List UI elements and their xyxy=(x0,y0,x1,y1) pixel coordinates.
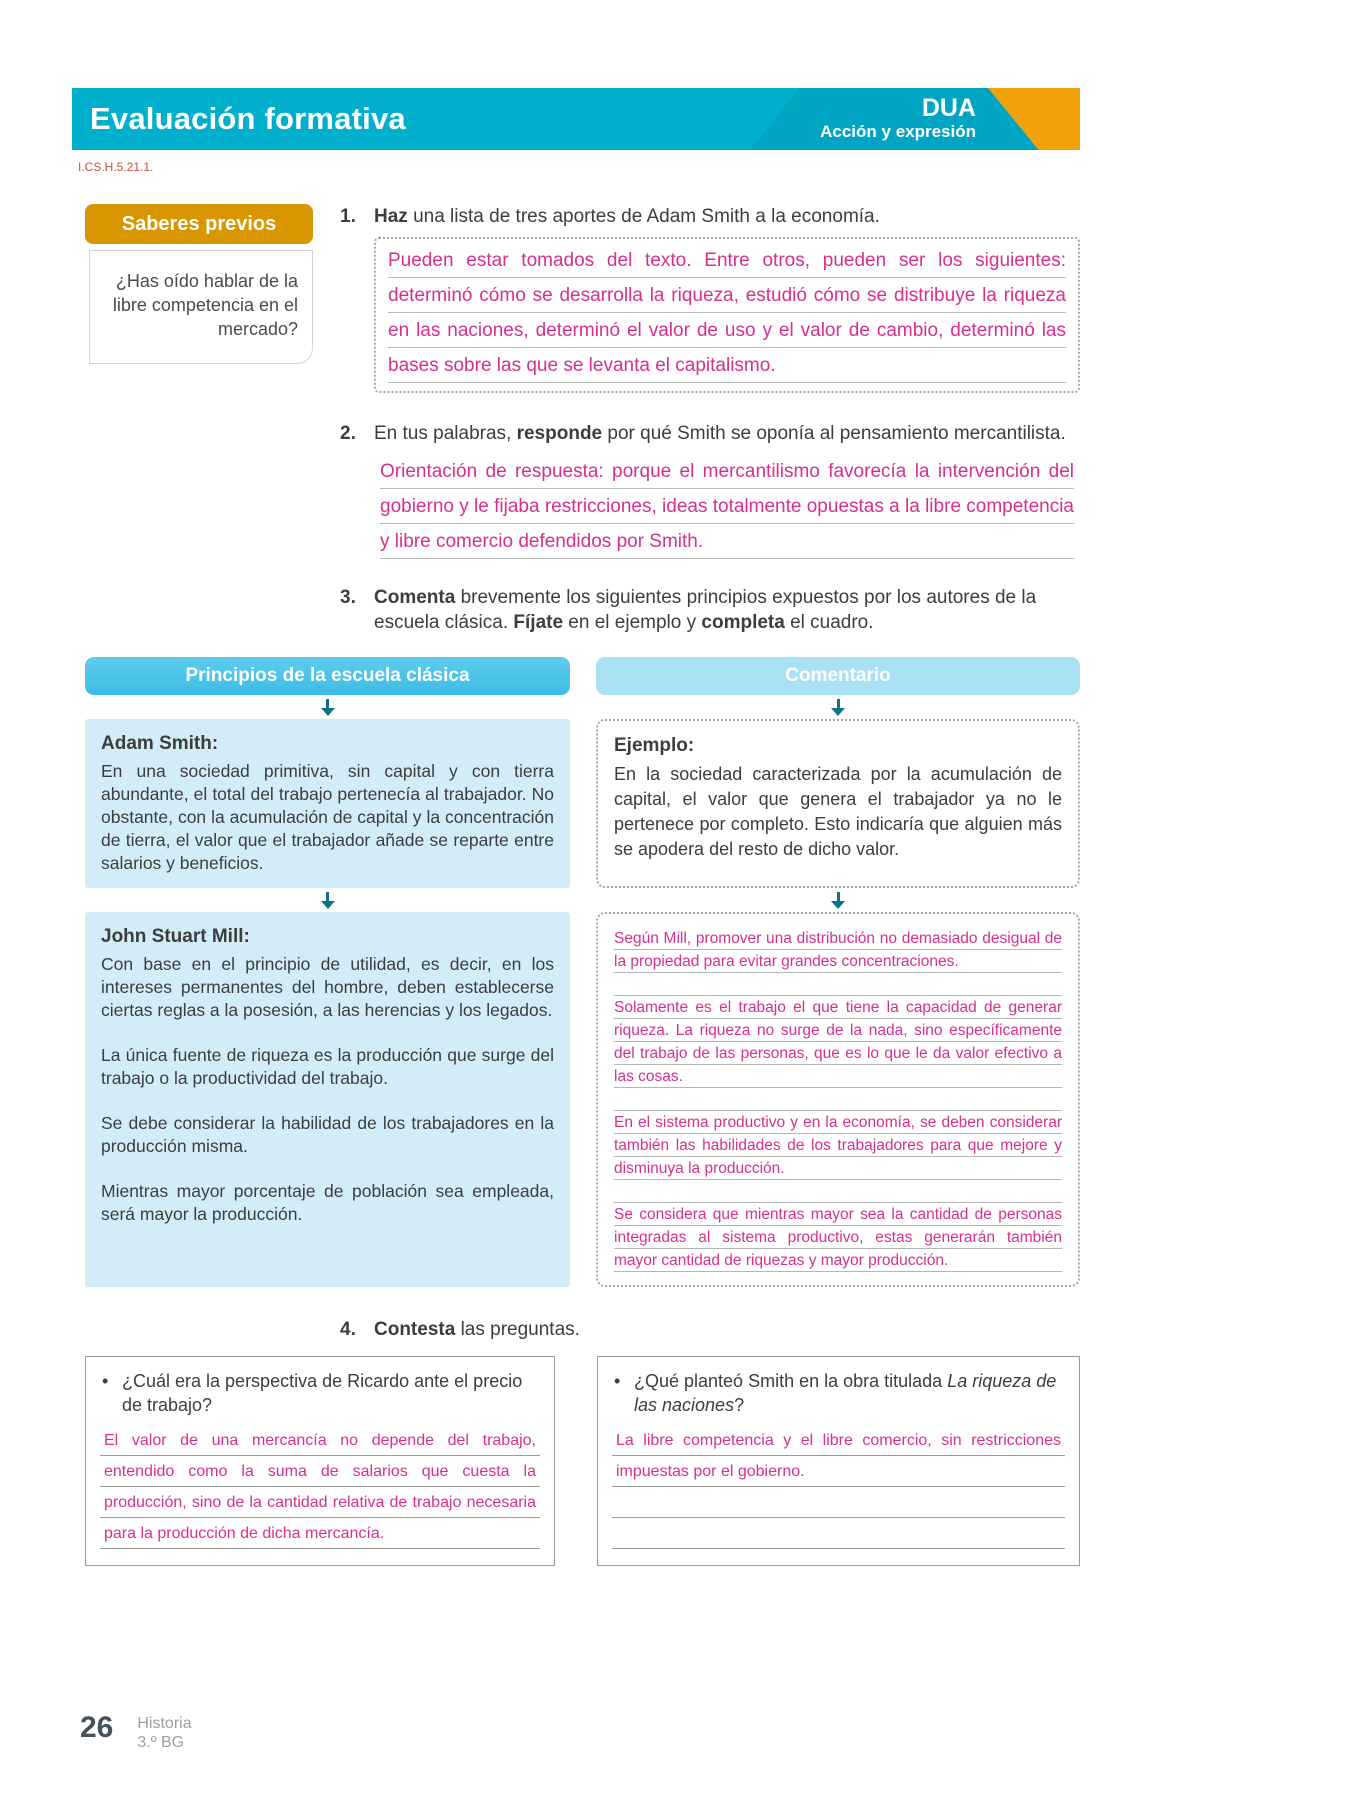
mill-principle-cell xyxy=(85,912,570,1287)
blank-line xyxy=(614,1180,1062,1203)
question-3-part2: en el ejemplo y xyxy=(563,612,702,633)
smith-principle-cell xyxy=(85,719,570,888)
question-4 xyxy=(340,1317,1080,1342)
comment-answer-1: Según Mill, promover una distribución no demasiado desigual de la propiedad para evitar grandes concentraciones. xyxy=(614,927,1062,973)
connector-arrowhead xyxy=(321,708,335,716)
footer-grade: 3.º BG xyxy=(137,1734,185,1751)
saberes-previos-question: ¿Has oído hablar de la libre competencia en el mercado? xyxy=(89,250,313,364)
top-section xyxy=(72,204,1080,643)
question-2-answer: Orientación de respuesta: porque el mercantilismo favorecía la intervención del gobierno y le fijaba restricciones, ideas totalmente opuestas a la libre competencia y libre comercio defendidos por Smith. xyxy=(380,454,1074,559)
question-1-verb: Haz xyxy=(374,206,408,227)
question-3-part3: el cuadro. xyxy=(784,612,874,633)
question-2-text xyxy=(374,421,1080,446)
ejemplo-cell xyxy=(596,719,1080,888)
question-2 xyxy=(340,421,1080,446)
connector-arrow xyxy=(85,695,570,719)
question-1-text xyxy=(374,204,1080,229)
mill-paragraph-1: Con base en el principio de utilidad, es decir, en los intereses permanentes del hombre, deben establecerse ciertas reglas a la posesión, a las herencias y los legados. xyxy=(101,954,554,1020)
question-2-pre: En tus palabras, xyxy=(374,423,517,444)
connector-arrow xyxy=(596,695,1080,719)
dua-sublabel: Acción y expresión xyxy=(820,122,976,141)
question-3 xyxy=(340,585,1080,635)
connector-arrowhead xyxy=(831,708,845,716)
question-smith-box xyxy=(597,1356,1080,1566)
smith-answer: La libre competencia y el libre comercio, sin restricciones impuestas por el gobierno. xyxy=(612,1425,1065,1549)
table-header-principios: Principios de la escuela clásica xyxy=(85,657,570,695)
question-1-number: 1. xyxy=(340,206,356,227)
ricardo-question-text: ¿Cuál era la perspectiva de Ricardo ante el precio de trabajo? xyxy=(122,1371,523,1415)
question-1-answer: Pueden estar tomados del texto. Entre otros, pueden ser los siguientes: determinó cómo se desarrolla la riqueza, estudió cómo se distribuye la riqueza en las naciones, determinó el valor de uso y el valor de cambio, determinó las bases sobre las que se levanta el capitalismo. xyxy=(388,243,1066,383)
page-footer xyxy=(80,1712,192,1752)
smith-book-title: La riqueza de las naciones xyxy=(634,1371,1057,1415)
connector-arrow xyxy=(596,888,1080,912)
mill-paragraph-2: La única fuente de riqueza es la producción que surge del trabajo o la productividad del trabajo. xyxy=(101,1045,554,1088)
page-number: 26 xyxy=(80,1711,114,1744)
question-4-header xyxy=(340,1317,1080,1342)
bullet-icon: • xyxy=(102,1371,109,1391)
connector-arrow xyxy=(85,888,570,912)
dua-label: DUA xyxy=(921,94,976,122)
connector-stem xyxy=(326,892,329,901)
question-3-verb1: Comenta xyxy=(374,587,456,608)
question-1-rest: una lista de tres aportes de Adam Smith a la economía. xyxy=(407,206,880,227)
connector-stem xyxy=(837,699,840,708)
saberes-previos-header: Saberes previos xyxy=(85,204,313,244)
question-3-verb3: completa xyxy=(701,612,785,633)
blank-line xyxy=(614,973,1062,996)
footer-subject: Historia xyxy=(137,1715,192,1732)
question-2-number: 2. xyxy=(340,423,356,444)
question-4-number: 4. xyxy=(340,1319,356,1340)
questions-column xyxy=(340,204,1080,643)
question-2-rest: por qué Smith se oponía al pensamiento mercantilista. xyxy=(602,423,1066,444)
smith-question-post: ? xyxy=(734,1395,745,1415)
question-3-number: 3. xyxy=(340,587,356,608)
question-3-text xyxy=(374,585,1080,635)
blank-line xyxy=(614,1088,1062,1111)
table-header-comentario: Comentario xyxy=(596,657,1080,695)
smith-text: En una sociedad primitiva, sin capital y con tierra abundante, el total del trabajo pertenecía al trabajador. No obstante, con la acumulación de capital y la concentración de tierra, el valor que el trabajador añade se reparte entre salarios y beneficios. xyxy=(101,761,554,873)
mill-title: John Stuart Mill: xyxy=(101,926,250,947)
smith-title: Adam Smith: xyxy=(101,733,219,754)
question-1-answer-box xyxy=(374,237,1080,393)
page-title: Evaluación formativa xyxy=(90,101,406,136)
page-banner xyxy=(72,88,1080,150)
question-2-verb: responde xyxy=(516,423,603,444)
smith-question-text xyxy=(634,1369,1065,1417)
connector-arrowhead xyxy=(321,901,335,909)
connector-stem xyxy=(837,892,840,901)
curriculum-code: I.CS.H.5.21.1. xyxy=(78,160,154,174)
saberes-previos-panel xyxy=(72,204,340,643)
ejemplo-text: En la sociedad caracterizada por la acumulación de capital, el valor que genera el trabajador ya no le pertenece por completo. Esto indicaría que alguien más se apodera del resto de dicho valor. xyxy=(614,764,1062,859)
comment-answers-cell xyxy=(596,912,1080,1287)
connector-arrowhead xyxy=(831,901,845,909)
bullet-icon: • xyxy=(614,1371,621,1391)
principles-table xyxy=(85,657,1080,1287)
dua-badge xyxy=(820,94,976,142)
mill-paragraph-4: Mientras mayor porcentaje de población sea empleada, será mayor la producción. xyxy=(101,1181,554,1224)
question-3-part1: brevemente los siguientes principios expuestos por los autores de la escuela clásica. xyxy=(374,587,1037,633)
workbook-page xyxy=(72,88,1080,1566)
question-3-verb2: Fíjate xyxy=(513,612,564,633)
question-4-text xyxy=(374,1317,1080,1342)
smith-question xyxy=(612,1369,1065,1417)
ricardo-question xyxy=(100,1369,540,1417)
question-2-answer-lines xyxy=(374,454,1080,559)
comment-answer-3: En el sistema productivo y en la economía, se deben considerar también las habilidades de los trabajadores para que mejore y disminuya la producción. xyxy=(614,1111,1062,1180)
footer-meta xyxy=(137,1712,191,1752)
question-4-boxes xyxy=(85,1356,1080,1566)
connector-stem xyxy=(326,699,329,708)
ejemplo-title: Ejemplo: xyxy=(614,735,695,756)
smith-question-pre: ¿Qué planteó Smith en la obra titulada xyxy=(634,1371,948,1391)
comment-answer-2: Solamente es el trabajo el que tiene la capacidad de generar riqueza. La riqueza no surge de la nada, sino específicamente del trabajo de las personas, que es lo que le da valor efectivo a las cosas. xyxy=(614,996,1062,1088)
mill-paragraph-3: Se debe considerar la habilidad de los trabajadores en la producción misma. xyxy=(101,1113,554,1156)
ricardo-answer: El valor de una mercancía no depende del trabajo, entendido como la suma de salarios que cuesta la producción, sino de la cantidad relativa de trabajo necesaria para la producción de dicha mercancía. xyxy=(100,1425,540,1549)
question-4-rest: las preguntas. xyxy=(455,1319,580,1340)
question-4-verb: Contesta xyxy=(374,1319,456,1340)
comment-answer-4: Se considera que mientras mayor sea la cantidad de personas integradas al sistema productivo, estas generarán también mayor cantidad de riquezas y mayor producción. xyxy=(614,1203,1062,1272)
question-1 xyxy=(340,204,1080,229)
question-ricardo-box xyxy=(85,1356,555,1566)
